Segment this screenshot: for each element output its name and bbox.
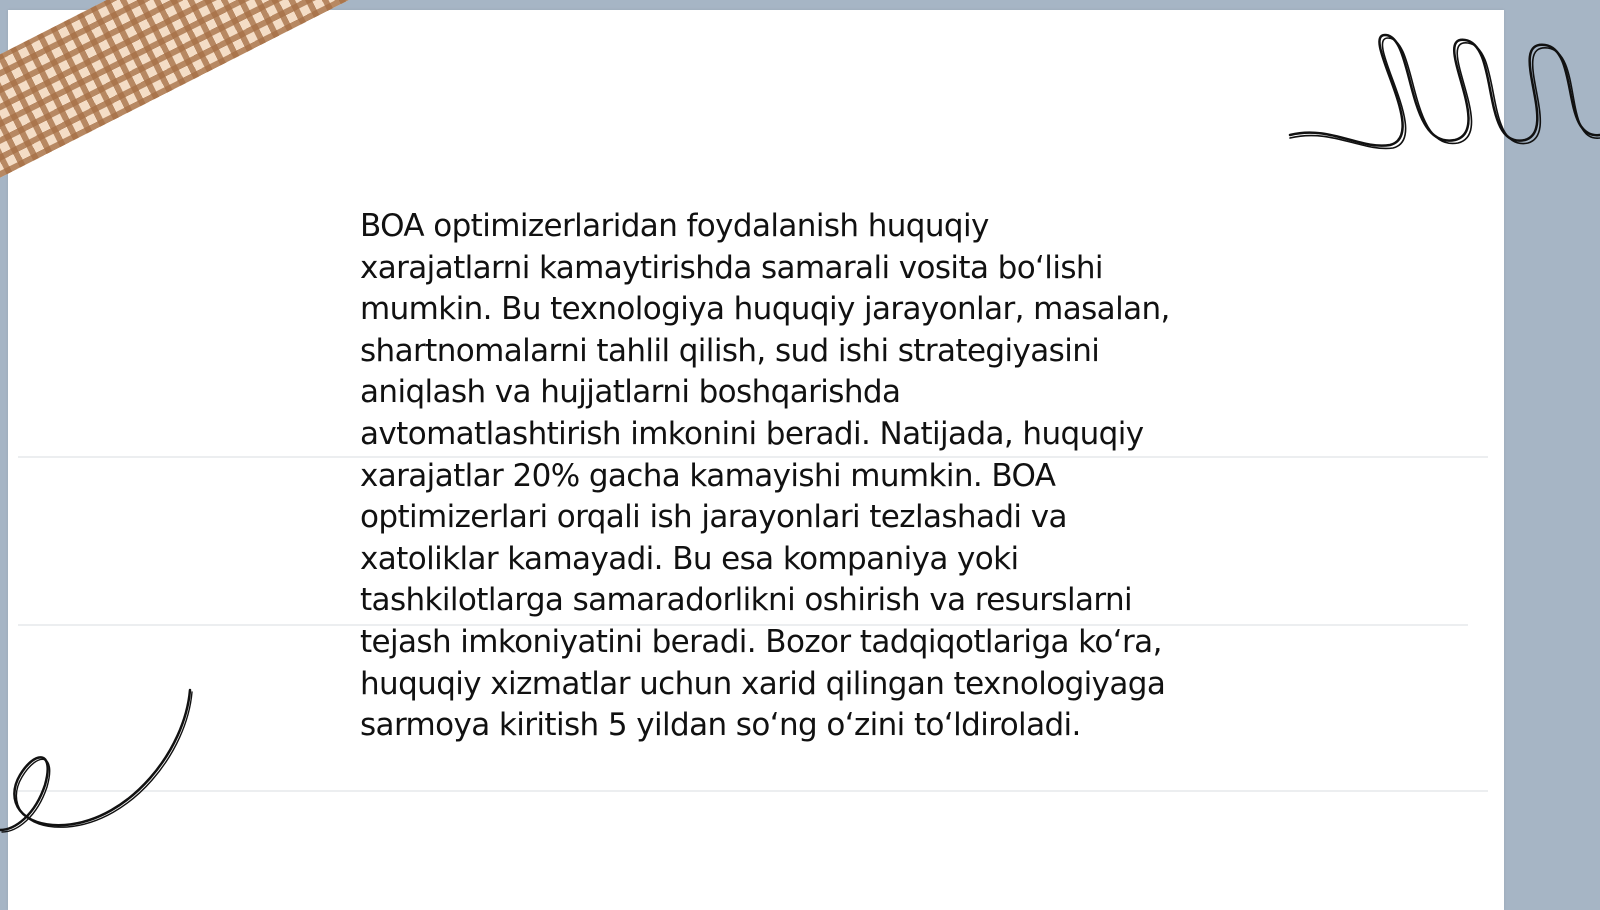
ruled-line <box>18 790 1488 792</box>
loop-squiggle-doodle <box>1290 30 1600 160</box>
swirl-squiggle-doodle <box>0 690 200 850</box>
body-paragraph: BOA optimizerlaridan foydalanish huquqiy xarajatlarni kamaytirishda samarali vosita boʻlishi mumkin. Bu texnologiya huquqiy jarayonlar, masalan, shartnomalarni tahlil qilish, sud ishi strategiyasini aniqlash va hujjatlarni boshqarishda avtomatlashtirish imkonini beradi. Natijada, huquqiy xarajatlar 20% gacha kamayishi mumkin. BOA optimizerlari orqali ish jarayonlari tezlashadi va xatoliklar kamayadi. Bu esa kompaniya yoki tashkilotlarga samaradorlikni oshirish va resurslarni tejash imkoniyatini beradi. Bozor tadqiqotlariga koʻra, huquqiy xizmatlar uchun xarid qilingan texnologiyaga sarmoya kiritish 5 yildan soʻng oʻzini toʻldiroladi. <box>360 208 1170 744</box>
